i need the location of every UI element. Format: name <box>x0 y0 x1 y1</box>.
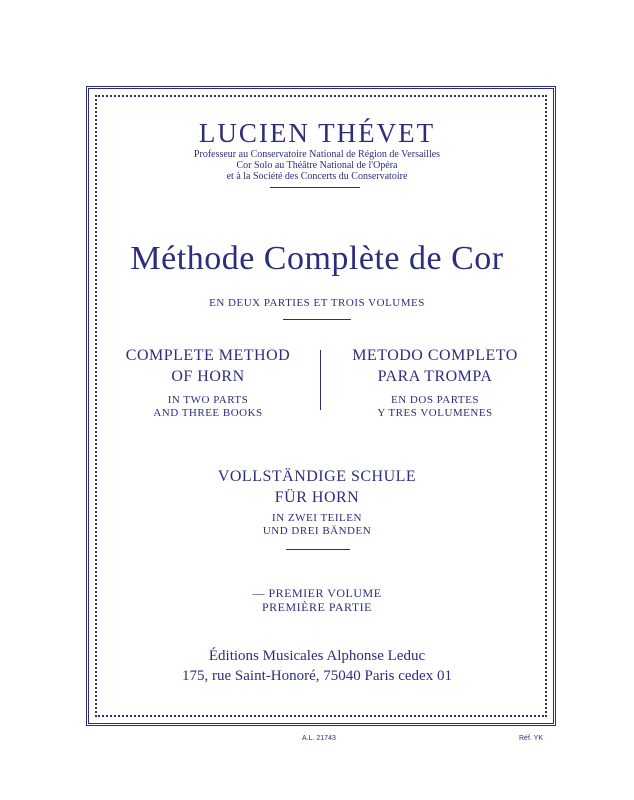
english-heading: COMPLETE METHOD <box>125 347 291 364</box>
spanish-subheading: Y TRES VOLUMENES <box>377 407 493 419</box>
spanish-title-block <box>330 345 540 420</box>
divider-line <box>283 319 351 320</box>
catalog-number: A.L. 21743 <box>302 735 336 742</box>
spanish-subheading: EN DOS PARTES <box>391 394 479 406</box>
page-title: Méthode Complète de Cor <box>130 240 504 277</box>
spanish-heading: PARA TROMPA <box>377 368 493 385</box>
english-heading: OF HORN <box>171 368 245 385</box>
vertical-divider <box>320 350 321 410</box>
german-heading: FÜR HORN <box>274 489 360 506</box>
author-name: LUCIEN THÉVET <box>198 118 436 148</box>
volume-part: PREMIÈRE PARTIE <box>261 600 372 614</box>
english-title-block <box>103 345 313 420</box>
divider-line <box>286 549 350 550</box>
volume-info <box>0 586 634 614</box>
divider-line <box>270 187 360 188</box>
english-subheading: IN TWO PARTS <box>167 394 249 406</box>
author-bio-line: Cor Solo au Théâtre National de l'Opéra <box>236 160 398 171</box>
german-heading: VOLLSTÄNDIGE SCHULE <box>217 468 417 485</box>
publisher-address: 175, rue Saint-Honoré, 75040 Paris cedex 01 <box>182 668 452 684</box>
german-subheading: UND DREI BÄNDEN <box>262 525 372 537</box>
english-subheading: AND THREE BOOKS <box>153 407 263 419</box>
author-bio-line: et à la Société des Concerts du Conservatoire <box>226 171 408 182</box>
publisher-name: Éditions Musicales Alphonse Leduc <box>208 648 426 664</box>
subtitle-french: EN DEUX PARTIES ET TROIS VOLUMES <box>209 297 425 309</box>
german-subheading: IN ZWEI TEILEN <box>272 512 362 524</box>
german-title-block <box>0 466 634 508</box>
spanish-heading: METODO COMPLETO <box>352 347 518 364</box>
author-bio-line: Professeur au Conservatoire National de Région de Versailles <box>193 149 441 160</box>
reference-code: Réf. YK <box>519 735 543 742</box>
german-subtitle-block <box>0 512 634 538</box>
volume-number: — PREMIER VOLUME <box>252 586 382 600</box>
